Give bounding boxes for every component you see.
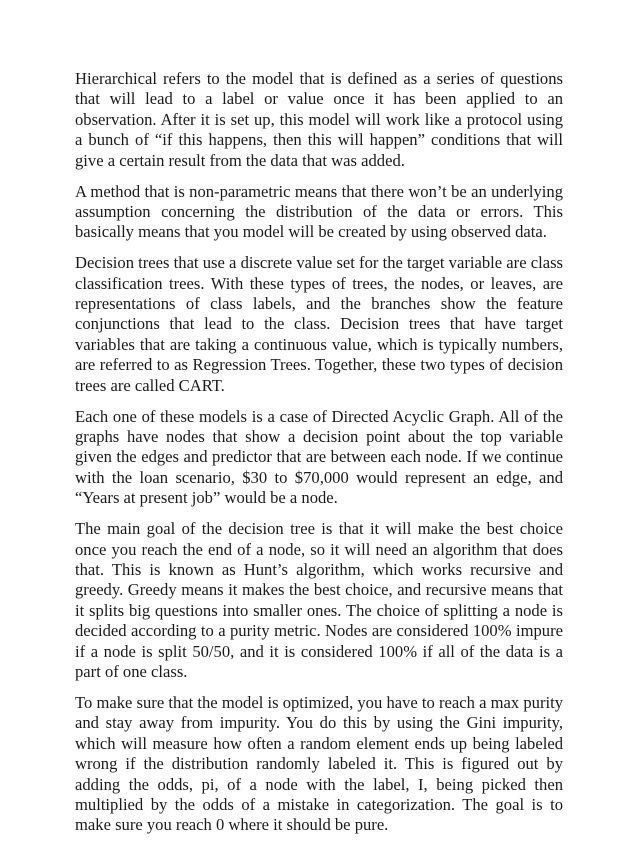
paragraph-hierarchical: Hierarchical refers to the model that is defined as a series of questions that will lead to a label or value once it has been applied to an observation. After it is set up, this model will work like a protocol using a bunch of “if this happens, then this will happen” conditions that will give a certain result from the data that was added.	[75, 69, 563, 170]
paragraph-non-parametric: A method that is non-parametric means that there won’t be an underlying assumption concerning the distribution of the data or errors. This basically means that you model will be created by using observed data.	[75, 181, 563, 242]
paragraph-directed-acyclic-graph: Each one of these models is a case of Directed Acyclic Graph. All of the graphs have nodes that show a decision point about the top variable given the edges and predictor that are between each node. If we continue with the loan scenario, $30 to $70,000 would represent an edge, and “Years at present job” would be a node.	[75, 406, 563, 508]
document-body	[75, 69, 563, 846]
paragraph-classification-trees: Decision trees that use a discrete value set for the target variable are class classification trees. With these types of trees, the nodes, or leaves, are representations of class labels, and the branches show the feature conjunctions that lead to the class. Decision trees that have target variables that are taking a continuous value, which is typically numbers, are referred to as Regression Trees. Together, these two types of decision trees are called CART.	[75, 253, 563, 395]
paragraph-hunts-algorithm: The main goal of the decision tree is that it will make the best choice once you reach the end of a node, so it will need an algorithm that does that. This is known as Hunt’s algorithm, which works recursive and greedy. Greedy means it makes the best choice, and recursive means that it splits big questions into smaller ones. The choice of splitting a node is decided according to a purity metric. Nodes are considered 100% impure if a node is split 50/50, and it is considered 100% if all of the data is a part of one class.	[75, 519, 563, 681]
paragraph-gini-impurity: To make sure that the model is optimized, you have to reach a max purity and stay away from impurity. You do this by using the Gini impurity, which will measure how often a random element ends up being labeled wrong if the distribution randomly labeled it. This is figured out by adding the odds, pi, of a node with the label, I, being picked then multiplied by the odds of a mistake in categorization. The goal is to make sure you reach 0 where it should be pure.	[75, 692, 563, 835]
